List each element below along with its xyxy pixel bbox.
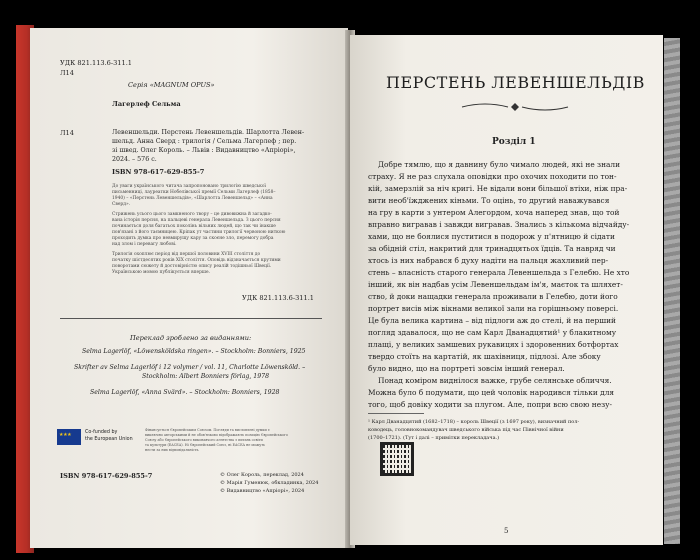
l14-code-top: Л14: [60, 69, 74, 77]
body-line: твердо стоїть на картатій, як шахівниця, підлозі. Але збоку: [368, 352, 601, 361]
body-line: плащі, у великих замшевих рукавицях і здоровенних ботфортах: [368, 340, 619, 349]
bib-line: 2024. – 576 с.: [112, 156, 157, 163]
eu-label: Co-funded by: [85, 430, 118, 435]
abstract-line: Сверд».: [112, 202, 131, 207]
abstract-line: Трилогія охоплює період від першої половини XVIII століття до: [112, 252, 261, 257]
l14-code-entry: Л14: [60, 129, 74, 137]
abstract-line: починається доля багатьох поколінь вільних людей, що так чи інакше: [112, 224, 276, 229]
qr-code-icon[interactable]: [380, 442, 414, 476]
left-page-imprint: [30, 28, 348, 548]
disclaimer-line: виключно авторськими й не обов'язково відображають позицію Європейського: [145, 433, 288, 437]
footnote-divider: [368, 413, 424, 414]
abstract-line: поворотами сюжету й достовірністю опису реалій тодішньої Швеції.: [112, 264, 272, 269]
disclaimer-line: та культури (EACEA). Ні Європейський Союз, ні EACEA не можуть: [145, 443, 265, 447]
translation-source-header: Переклад зроблено за виданнями:: [130, 334, 252, 342]
udc-code-top: УДК 821.113.6-311.1: [60, 59, 132, 67]
abstract-line: Стрижень усього цього замкненого твору – це дивовижна й загадко-: [112, 212, 272, 217]
abstract-line: пов'язані з його таємницею. Кріпак ут частини трилогії червоною ниткою: [112, 230, 286, 235]
body-line: погляд здавалося, що не сам Карл Дванадцятий¹ у блакитному: [368, 328, 617, 337]
copyright-line: © Видавництво «Апріорі», 2024: [220, 488, 305, 494]
edition-line: Skrifter av Selma Lagerlöf i 12 volymer / vol. 11, Charlotte Löwensköld. –: [74, 364, 306, 371]
body-line: хами, що не боялися пуститися в подорож у п'ятницю й сідати: [368, 232, 615, 241]
edition-line: Selma Lagerlöf, «Löwensköldska ringen». – Stockholm: Bonniers, 1925: [82, 348, 306, 355]
body-line: Можна було б подумати, що цей чоловік народився тільки для: [368, 388, 615, 397]
divider-line: [60, 318, 322, 319]
chapter-title: ПЕРСТЕНЬ ЛЕВЕНШЕЛЬДІВ: [386, 73, 645, 92]
footnote-line: (1700–1721). (Тут і далі – примітки перекладача.): [368, 435, 500, 441]
abstract-line: над злом і перевагу любові.: [112, 242, 177, 247]
abstract-line: письменниці, лауреатки Нобелівської премії Сельми Лагерлеф (1858–: [112, 190, 276, 195]
series-name: Серія «MAGNUM OPUS»: [128, 81, 215, 89]
bib-line: зі швед. Олег Король. – Львів : Видавництво «Апріорі»,: [112, 147, 296, 154]
disclaimer-line: Союзу або Європейського виконавчого агентства з питань освіти: [145, 438, 263, 442]
edition-line: Stockholm: Albert Bonniers förlag, 1978: [142, 373, 270, 380]
abstract-line: Українською мовою публікується вперше.: [112, 270, 210, 275]
bib-line: Левеншельди. Перстень Левеншельдів. Шарлотта Левен-: [112, 129, 305, 136]
disclaimer-line: нести за них відповідальність.: [145, 448, 200, 452]
body-line: було видно, що на портреті зовсім інший генерал.: [368, 364, 565, 373]
body-line: кій, замерзлій за ніч кригі. Не відали вони більшої втіхи, ніж пра-: [368, 184, 628, 193]
section-heading: Розділ 1: [492, 137, 536, 147]
abstract-line: 1940) – «Перстень Левеншельдів», «Шарлотта Левеншельд» – «Анна: [112, 196, 273, 201]
body-line: стень – власність старого генерала Левеншельда з Гелебю. Не хто: [368, 268, 630, 277]
abstract-line: початку шістдесятих років XIX століття. Оповідь відзначається крутими: [112, 258, 281, 263]
abstract-line: проходить думка про невмирущу кару за скоєне зло, перемогу добра: [112, 236, 274, 241]
copyright-line: © Марія Гуменюк, обкладинка, 2024: [220, 480, 319, 486]
eu-cofunding-logo: [55, 426, 143, 456]
body-line: Добре тямлю, що я давнину було чимало людей, які не знали: [378, 160, 621, 169]
abstract-line: вана історія персня, на пальцеві генерала Левеншельда. З цього персня: [112, 218, 281, 223]
body-line: Це була велика картина – від підлоги аж до стелі, й на перший: [368, 316, 616, 325]
body-line: за обідній стіл, накритий для тринадцятьох їдців. Та навряд чи: [368, 244, 616, 253]
udc-code-bottom: УДК 821.113.6-311.1: [242, 294, 314, 302]
body-line: вити необ'їжджених кіньми. То оцінь, то другий наважувався: [368, 196, 610, 205]
book-cover-edge-right: [664, 38, 680, 544]
copyright-line: © Олег Король, переклад, 2024: [220, 472, 304, 478]
page-number: 5: [504, 527, 509, 535]
disclaimer-line: Фінансується Європейським Союзом. Погляди та висловлені думки є: [145, 428, 270, 432]
body-line: того, щоб довіку ходити за плугом. Але, попри всю свою незу-: [368, 400, 612, 409]
isbn-main: ISBN 978-617-629-855-7: [112, 168, 205, 176]
body-line: Понад коміром виднілося важке, грубе селянське обличчя.: [378, 376, 612, 385]
eu-label: the European Union: [85, 437, 133, 442]
footnote-line: ¹ Карл Дванадцятий (1682–1718) – король Швеції (з 1697 року), визначний пол-: [368, 419, 580, 425]
abstract-line: До уваги українського читача запропоновано трилогію шведської: [112, 184, 266, 189]
body-line: на гру в карти з унтером Алегордом, хоча наперед знав, що той: [368, 208, 620, 217]
eu-flag-icon: [57, 429, 81, 445]
edition-line: Selma Lagerlöf, «Anna Svärd». – Stockholm: Bonniers, 1928: [90, 389, 280, 396]
author-line: Лагерлеф Сельма: [112, 100, 181, 108]
bib-line: шельд. Анна Сверд : трилогія / Сельма Лагерлеф ; пер.: [112, 138, 297, 145]
body-line: інший, як він надбав усім Левеншельдам ім'я, маєток та шляхет-: [368, 280, 623, 289]
footnote-line: ководець, головнокомандувач шведського війська під час Північної війни: [368, 427, 564, 433]
body-line: страху. Я не раз слухала оповідки про охочих походити по тон-: [368, 172, 617, 181]
body-line: ство, й доки нащадки генерала проживали в Гелебю, доти його: [368, 292, 618, 301]
body-line: вправно вигравав і завжди вигравав. Знались з кількома відчайду-: [368, 220, 630, 229]
isbn-bottom: ISBN 978-617-629-855-7: [60, 472, 153, 480]
body-line: портрет висів між вікнами великої зали на горішньому поверсі.: [368, 304, 619, 313]
title-ornament-icon: [460, 100, 570, 114]
body-line: хтось із них набрався б духу надіти на пальця жахливий пер-: [368, 256, 609, 265]
